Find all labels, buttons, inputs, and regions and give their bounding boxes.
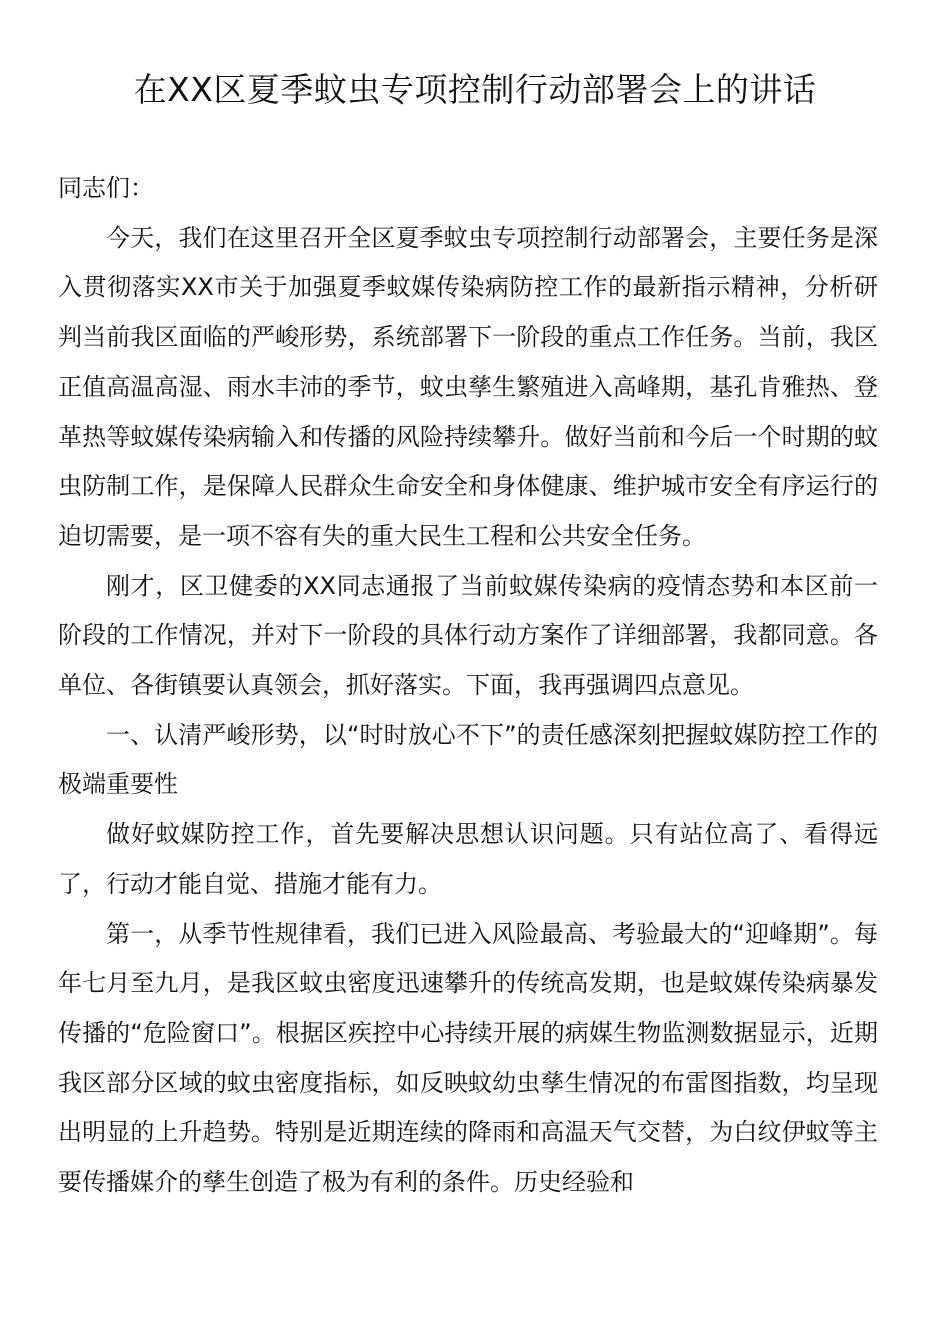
paragraph-section-1-intro: 做好蚊媒防控工作，首先要解决思想认识问题。只有站位高了、看得远了，行动才能自觉、措施才能有力。 [58, 820, 878, 898]
document-body [58, 164, 878, 1208]
section-heading-1: 一、认清严峻形势，以“时时放心不下”的责任感深刻把握蚊媒防控工作的极端重要性 [58, 720, 878, 799]
paragraph-summary: 刚才，区卫健委的XX同志通报了当前蚊媒传染病的疫情态势和本区前一阶段的工作情况，并对下一阶段的具体行动方案作了详细部署，我都同意。各单位、各街镇要认真领会，抓好落实。下面，我再强调四点意见。 [58, 571, 878, 700]
salutation: 同志们： [58, 174, 154, 202]
paragraph-point-1: 第一，从季节性规律看，我们已进入风险最高、考验最大的“迎峰期”。每年七月至九月，是我区蚊虫密度迅速攀升的传统高发期，也是蚊媒传染病暴发传播的“危险窗口”。根据区疾控中心持续开展的病媒生物监测数据显示，近期我区部分区域的蚊虫密度指标，如反映蚊幼虫孳生情况的布雷图指数，均呈现出明显的上升趋势。特别是近期连续的降雨和高温天气交替，为白纹伊蚊等主要传播媒介的孳生创造了极为有利的条件。历史经验和 [58, 919, 878, 1197]
paragraph-intro: 今天，我们在这里召开全区夏季蚊虫专项控制行动部署会，主要任务是深入贯彻落实XX市关于加强夏季蚊媒传染病防控工作的最新指示精神，分析研判当前我区面临的严峻形势，系统部署下一阶段的重点工作任务。当前，我区正值高温高湿、雨水丰沛的季节，蚊虫孳生繁殖进入高峰期，基孔肯雅热、登革热等蚊媒传染病输入和传播的风险持续攀升。做好当前和今后一个时期的蚊虫防制工作，是保障人民群众生命安全和身体健康、维护城市安全有序运行的迫切需要，是一项不容有失的重大民生工程和公共安全任务。 [58, 223, 878, 550]
document-title: 在XX区夏季蚊虫专项控制行动部署会上的讲话 [133, 70, 817, 109]
